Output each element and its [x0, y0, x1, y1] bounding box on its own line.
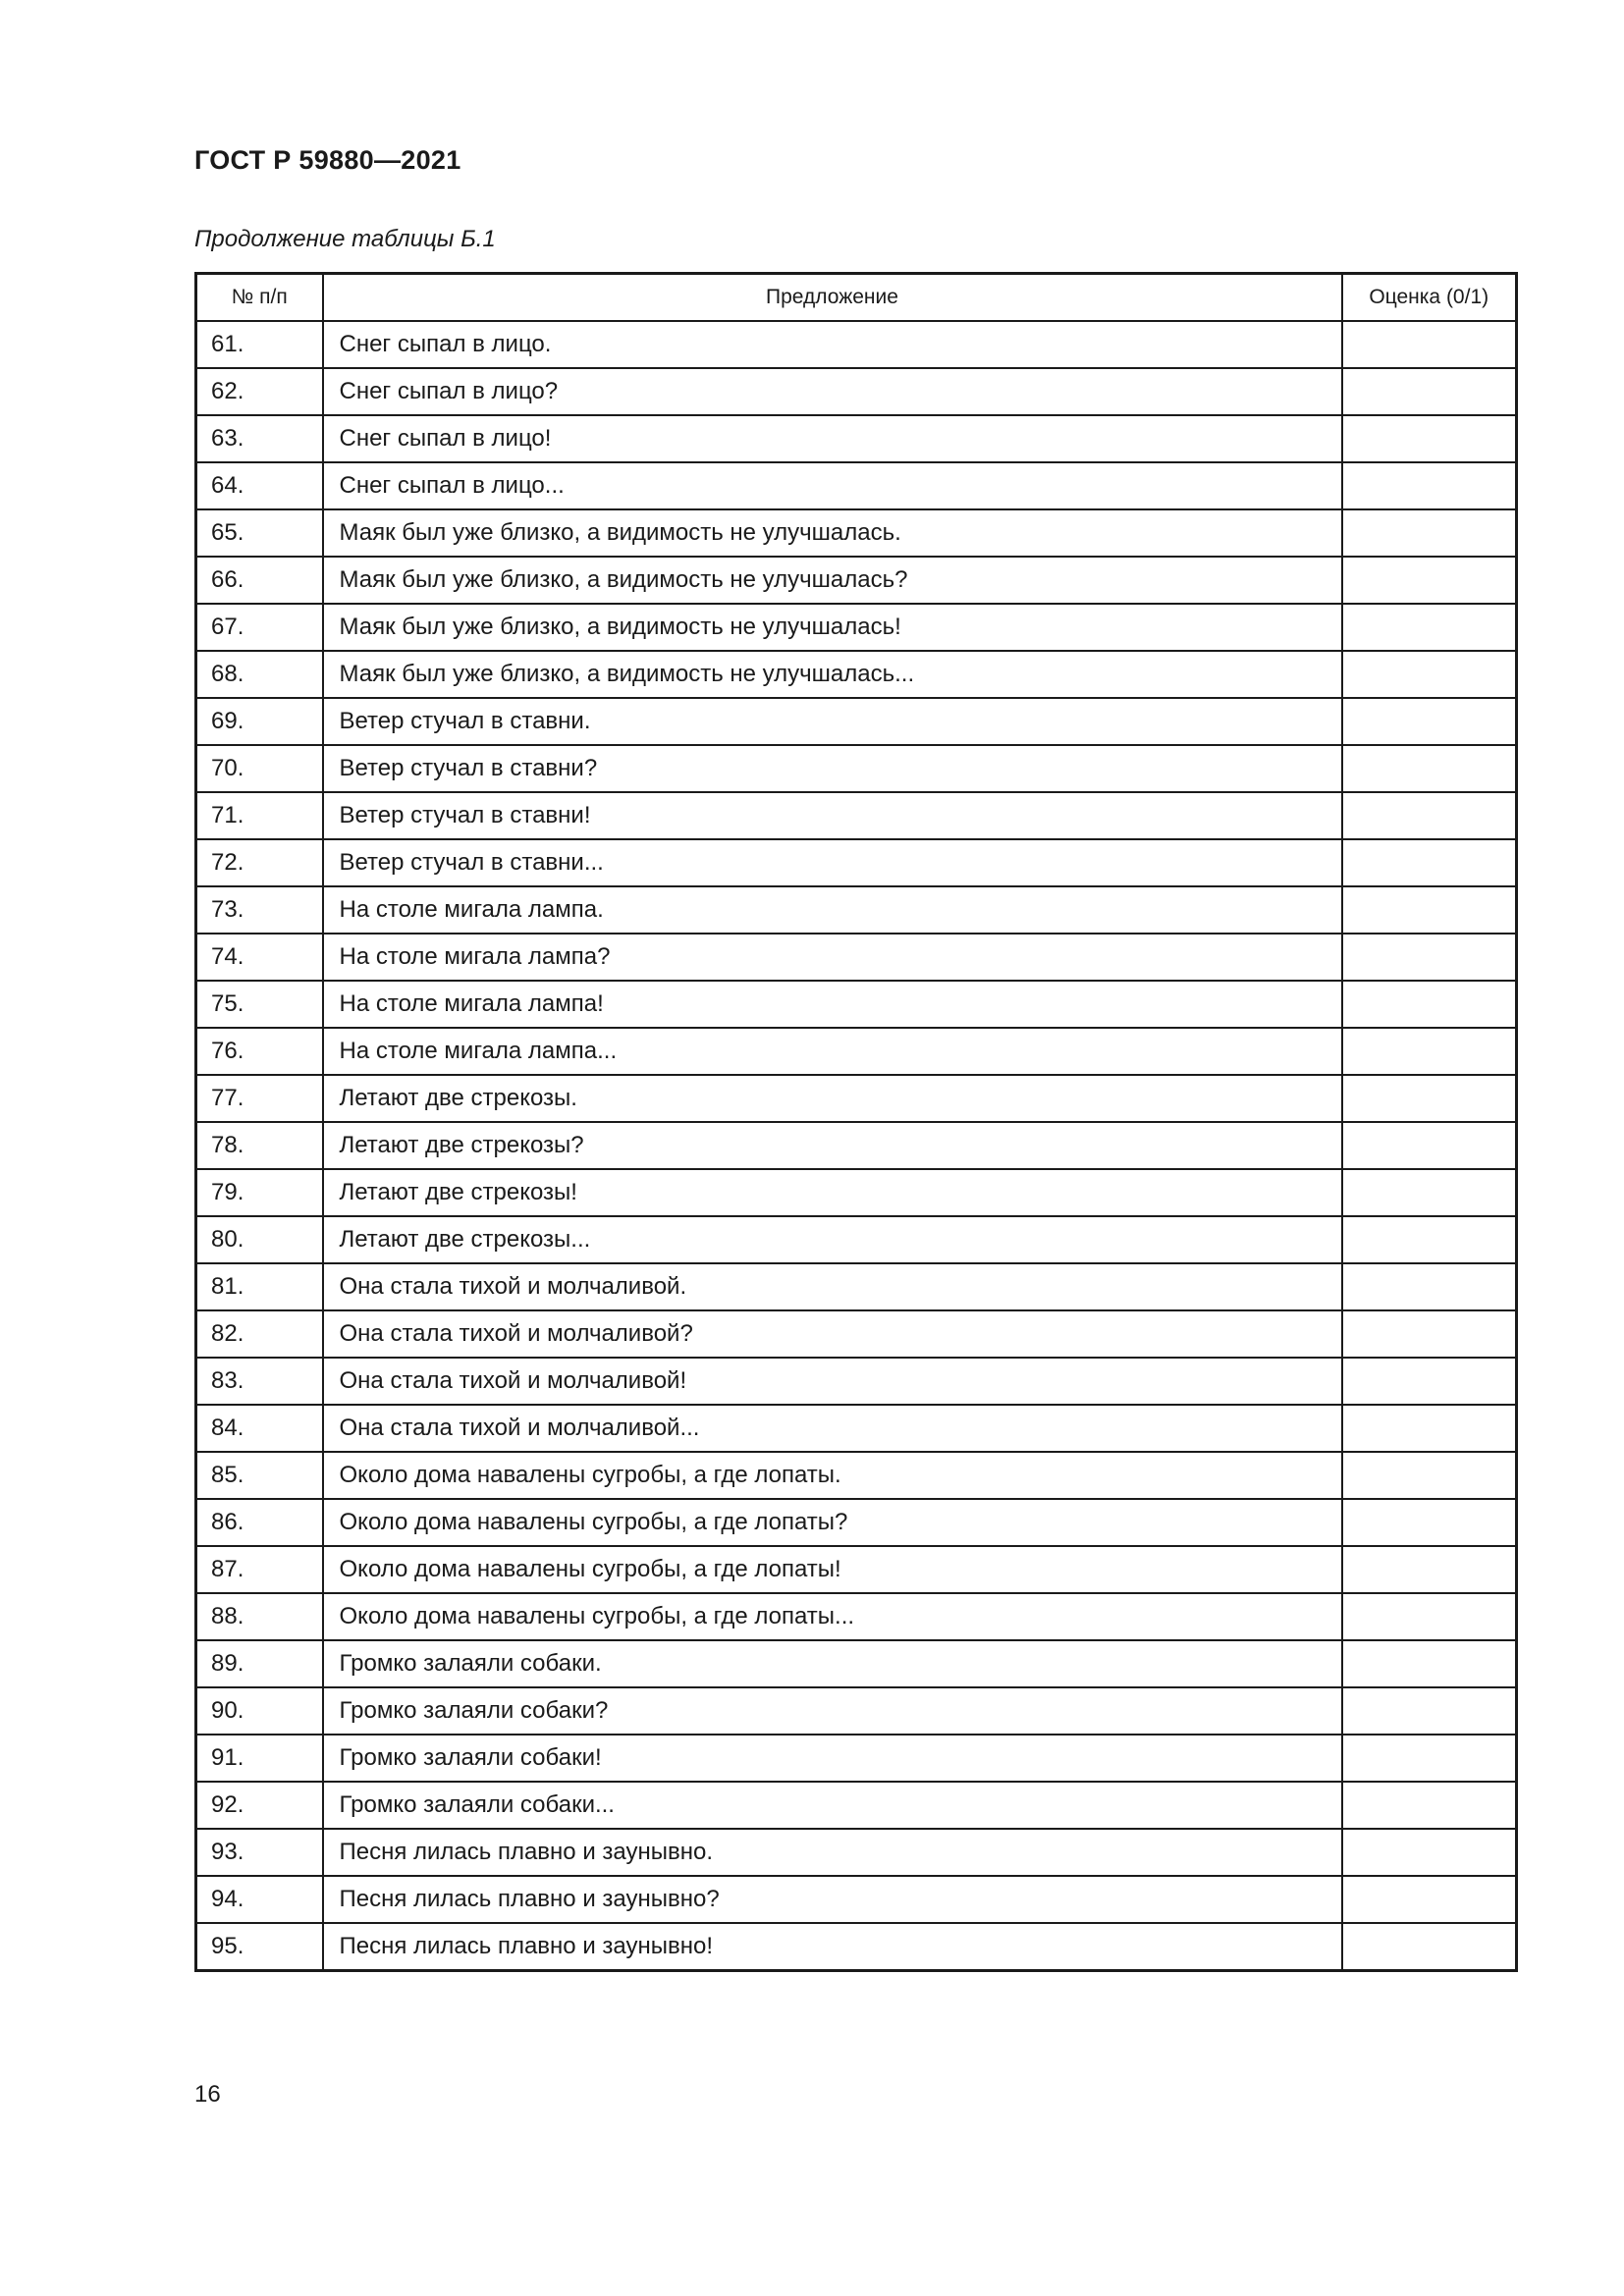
score-cell[interactable]: [1342, 1735, 1517, 1782]
table-row: [196, 1452, 1517, 1499]
score-cell[interactable]: [1342, 745, 1517, 792]
row-number-cell: 78.: [196, 1122, 323, 1169]
score-cell[interactable]: [1342, 1593, 1517, 1640]
table-row: [196, 1499, 1517, 1546]
row-number-cell: 64.: [196, 462, 323, 509]
table-row: [196, 321, 1517, 368]
row-number-cell: 90.: [196, 1687, 323, 1735]
sentence-cell: Снег сыпал в лицо?: [323, 368, 1342, 415]
score-cell[interactable]: [1342, 1829, 1517, 1876]
table-row: [196, 557, 1517, 604]
sentence-cell: Песня лилась плавно и заунывно?: [323, 1876, 1342, 1923]
row-number-cell: 72.: [196, 839, 323, 886]
table-row: [196, 1735, 1517, 1782]
table-row: [196, 1216, 1517, 1263]
row-number-cell: 79.: [196, 1169, 323, 1216]
score-cell[interactable]: [1342, 1122, 1517, 1169]
score-cell[interactable]: [1342, 934, 1517, 981]
sentence-cell: Ветер стучал в ставни?: [323, 745, 1342, 792]
score-cell[interactable]: [1342, 415, 1517, 462]
sentence-cell: Она стала тихой и молчаливой!: [323, 1358, 1342, 1405]
sentence-cell: Маяк был уже близко, а видимость не улучшалась!: [323, 604, 1342, 651]
sentence-cell: Ветер стучал в ставни.: [323, 698, 1342, 745]
table-row: [196, 368, 1517, 415]
sentence-cell: Маяк был уже близко, а видимость не улучшалась...: [323, 651, 1342, 698]
row-number-cell: 69.: [196, 698, 323, 745]
sentence-cell: Громко залаяли собаки?: [323, 1687, 1342, 1735]
sentence-cell: Снег сыпал в лицо...: [323, 462, 1342, 509]
score-cell[interactable]: [1342, 557, 1517, 604]
score-cell[interactable]: [1342, 1169, 1517, 1216]
row-number-cell: 87.: [196, 1546, 323, 1593]
sentence-cell: Снег сыпал в лицо!: [323, 415, 1342, 462]
table-row: [196, 509, 1517, 557]
score-cell[interactable]: [1342, 651, 1517, 698]
table-row: [196, 462, 1517, 509]
row-number-cell: 71.: [196, 792, 323, 839]
table-row: [196, 651, 1517, 698]
table-row: [196, 1829, 1517, 1876]
sentences-table: [194, 272, 1518, 1972]
row-number-cell: 66.: [196, 557, 323, 604]
table-row: [196, 604, 1517, 651]
row-number-cell: 68.: [196, 651, 323, 698]
score-cell[interactable]: [1342, 1263, 1517, 1310]
score-cell[interactable]: [1342, 462, 1517, 509]
sentence-cell: Громко залаяли собаки...: [323, 1782, 1342, 1829]
column-header-score: Оценка (0/1): [1342, 274, 1517, 322]
score-cell[interactable]: [1342, 698, 1517, 745]
column-header-number: № п/п: [196, 274, 323, 322]
table-row: [196, 792, 1517, 839]
row-number-cell: 80.: [196, 1216, 323, 1263]
row-number-cell: 76.: [196, 1028, 323, 1075]
table-caption: Продолжение таблицы Б.1: [194, 226, 496, 252]
sentence-cell: Летают две стрекозы!: [323, 1169, 1342, 1216]
score-cell[interactable]: [1342, 1075, 1517, 1122]
row-number-cell: 82.: [196, 1310, 323, 1358]
score-cell[interactable]: [1342, 1028, 1517, 1075]
row-number-cell: 61.: [196, 321, 323, 368]
score-cell[interactable]: [1342, 981, 1517, 1028]
score-cell[interactable]: [1342, 1640, 1517, 1687]
sentence-cell: Летают две стрекозы.: [323, 1075, 1342, 1122]
sentence-cell: На столе мигала лампа...: [323, 1028, 1342, 1075]
row-number-cell: 75.: [196, 981, 323, 1028]
table-row: [196, 1028, 1517, 1075]
score-cell[interactable]: [1342, 1452, 1517, 1499]
row-number-cell: 86.: [196, 1499, 323, 1546]
table-row: [196, 1263, 1517, 1310]
sentence-cell: Ветер стучал в ставни...: [323, 839, 1342, 886]
row-number-cell: 95.: [196, 1923, 323, 1971]
sentence-cell: Громко залаяли собаки.: [323, 1640, 1342, 1687]
table-row: [196, 745, 1517, 792]
sentence-cell: Она стала тихой и молчаливой...: [323, 1405, 1342, 1452]
score-cell[interactable]: [1342, 368, 1517, 415]
sentence-cell: Около дома навалены сугробы, а где лопаты.: [323, 1452, 1342, 1499]
sentence-cell: Около дома навалены сугробы, а где лопаты?: [323, 1499, 1342, 1546]
table-row: [196, 1169, 1517, 1216]
row-number-cell: 85.: [196, 1452, 323, 1499]
table-container: [194, 272, 1515, 1972]
sentence-cell: Песня лилась плавно и заунывно.: [323, 1829, 1342, 1876]
table-body: [196, 321, 1517, 1971]
table-row: [196, 839, 1517, 886]
row-number-cell: 94.: [196, 1876, 323, 1923]
score-cell[interactable]: [1342, 1499, 1517, 1546]
score-cell[interactable]: [1342, 1782, 1517, 1829]
table-row: [196, 1310, 1517, 1358]
sentence-cell: Громко залаяли собаки!: [323, 1735, 1342, 1782]
score-cell[interactable]: [1342, 1687, 1517, 1735]
table-row: [196, 934, 1517, 981]
row-number-cell: 88.: [196, 1593, 323, 1640]
sentence-cell: Маяк был уже близко, а видимость не улучшалась.: [323, 509, 1342, 557]
score-cell[interactable]: [1342, 604, 1517, 651]
row-number-cell: 65.: [196, 509, 323, 557]
sentence-cell: Летают две стрекозы?: [323, 1122, 1342, 1169]
sentence-cell: Песня лилась плавно и заунывно!: [323, 1923, 1342, 1971]
sentence-cell: Около дома навалены сугробы, а где лопаты...: [323, 1593, 1342, 1640]
table-row: [196, 1546, 1517, 1593]
score-cell[interactable]: [1342, 1216, 1517, 1263]
table-row: [196, 1593, 1517, 1640]
sentence-cell: Около дома навалены сугробы, а где лопаты!: [323, 1546, 1342, 1593]
table-row: [196, 415, 1517, 462]
score-cell[interactable]: [1342, 1358, 1517, 1405]
row-number-cell: 77.: [196, 1075, 323, 1122]
table-row: [196, 1640, 1517, 1687]
row-number-cell: 70.: [196, 745, 323, 792]
row-number-cell: 92.: [196, 1782, 323, 1829]
table-row: [196, 1782, 1517, 1829]
row-number-cell: 89.: [196, 1640, 323, 1687]
score-cell[interactable]: [1342, 1923, 1517, 1971]
table-row: [196, 886, 1517, 934]
table-row: [196, 1122, 1517, 1169]
row-number-cell: 83.: [196, 1358, 323, 1405]
sentence-cell: Снег сыпал в лицо.: [323, 321, 1342, 368]
row-number-cell: 62.: [196, 368, 323, 415]
sentence-cell: На столе мигала лампа?: [323, 934, 1342, 981]
score-cell[interactable]: [1342, 839, 1517, 886]
score-cell[interactable]: [1342, 321, 1517, 368]
table-header-row: [196, 274, 1517, 322]
document-header: ГОСТ Р 59880—2021: [194, 145, 461, 175]
table-row: [196, 1075, 1517, 1122]
table-row: [196, 981, 1517, 1028]
row-number-cell: 81.: [196, 1263, 323, 1310]
score-cell[interactable]: [1342, 1546, 1517, 1593]
table-row: [196, 1876, 1517, 1923]
sentence-cell: Ветер стучал в ставни!: [323, 792, 1342, 839]
row-number-cell: 73.: [196, 886, 323, 934]
row-number-cell: 84.: [196, 1405, 323, 1452]
row-number-cell: 91.: [196, 1735, 323, 1782]
table-row: [196, 698, 1517, 745]
sentence-cell: Летают две стрекозы...: [323, 1216, 1342, 1263]
row-number-cell: 63.: [196, 415, 323, 462]
row-number-cell: 74.: [196, 934, 323, 981]
row-number-cell: 67.: [196, 604, 323, 651]
score-cell[interactable]: [1342, 1310, 1517, 1358]
table-row: [196, 1358, 1517, 1405]
column-header-sentence: Предложение: [323, 274, 1342, 322]
sentence-cell: Она стала тихой и молчаливой.: [323, 1263, 1342, 1310]
score-cell[interactable]: [1342, 1876, 1517, 1923]
page-number: 16: [194, 2081, 221, 2108]
score-cell[interactable]: [1342, 792, 1517, 839]
score-cell[interactable]: [1342, 886, 1517, 934]
table-row: [196, 1405, 1517, 1452]
table-row: [196, 1687, 1517, 1735]
score-cell[interactable]: [1342, 1405, 1517, 1452]
table-row: [196, 1923, 1517, 1971]
sentence-cell: Маяк был уже близко, а видимость не улучшалась?: [323, 557, 1342, 604]
sentence-cell: Она стала тихой и молчаливой?: [323, 1310, 1342, 1358]
row-number-cell: 93.: [196, 1829, 323, 1876]
score-cell[interactable]: [1342, 509, 1517, 557]
sentence-cell: На столе мигала лампа.: [323, 886, 1342, 934]
sentence-cell: На столе мигала лампа!: [323, 981, 1342, 1028]
